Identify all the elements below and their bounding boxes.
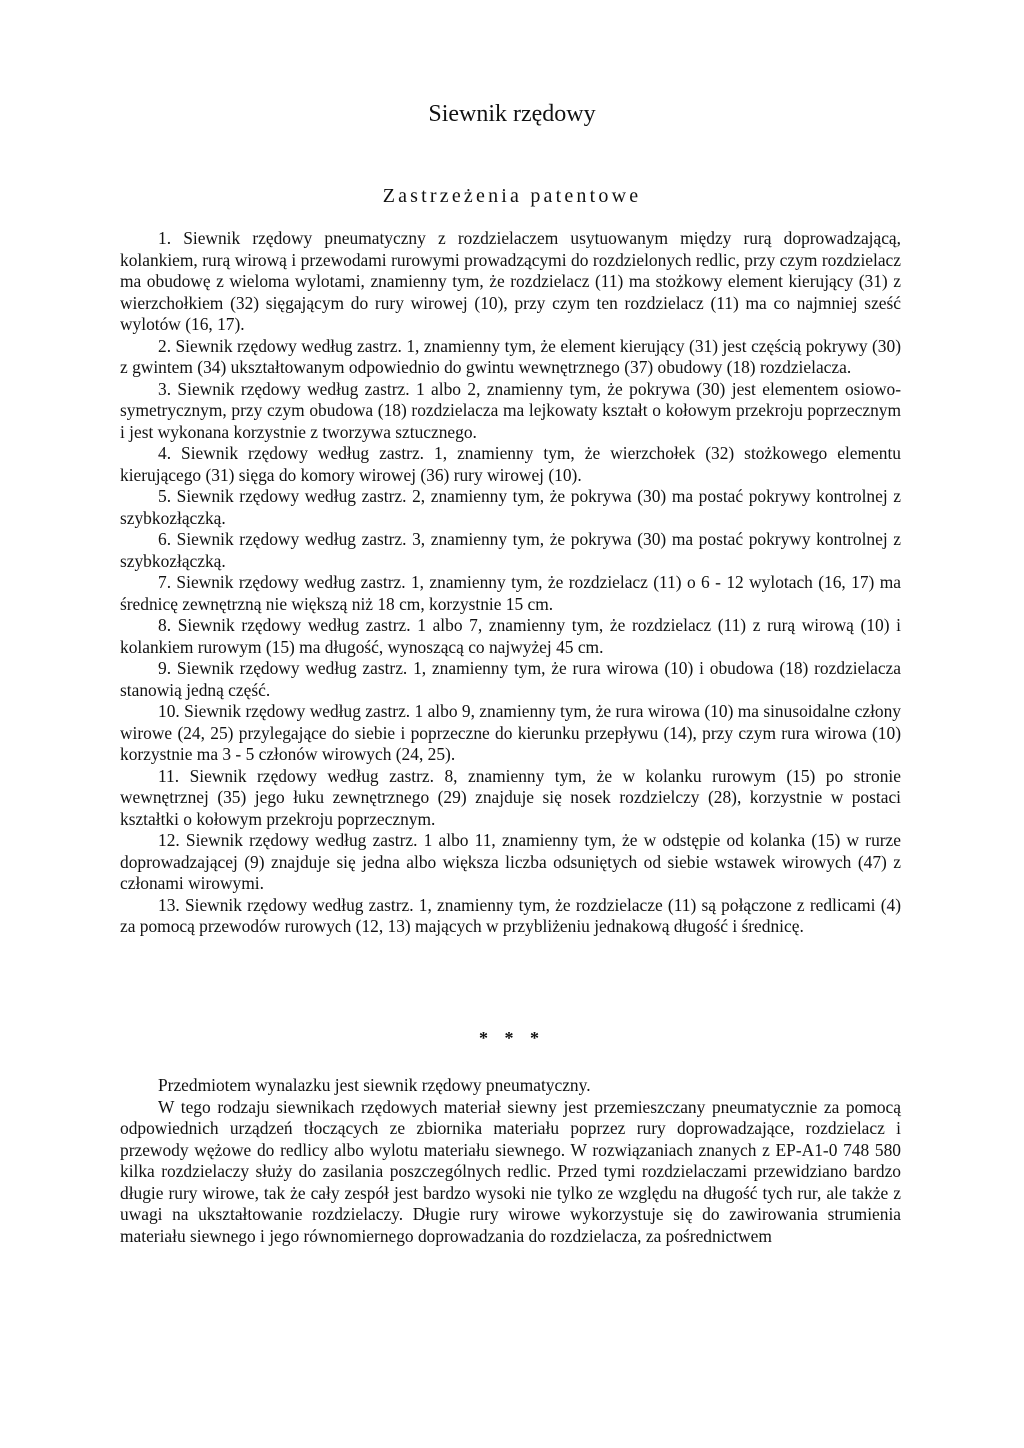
claim-7: 7. Siewnik rzędowy według zastrz. 1, znamienny tym, że rozdzielacz (11) o 6 - 12 wylotach (16, 17) ma średnicę zewnętrzną nie większą niż 18 cm, korzystnie 15 cm. — [120, 572, 901, 614]
claim-8: 8. Siewnik rzędowy według zastrz. 1 albo 7, znamienny tym, że rozdzielacz (11) z rurą wirową (10) i kolankiem rurowym (15) ma długość, wynoszącą co najwyżej 45 cm. — [120, 615, 901, 657]
claim-10: 10. Siewnik rzędowy według zastrz. 1 albo 9, znamienny tym, że rura wirowa (10) ma sinusoidalne człony wirowe (24, 25) przylegające do siebie i poprzeczne do kierunku przepływu (14), przy czym rura wirowa (10) korzystnie ma 3 - 5 członów wirowych (24, 25). — [120, 701, 901, 764]
claim-6: 6. Siewnik rzędowy według zastrz. 3, znamienny tym, że pokrywa (30) ma postać pokrywy kontrolnej z szybkozłączką. — [120, 529, 901, 571]
claim-4: 4. Siewnik rzędowy według zastrz. 1, znamienny tym, że wierzchołek (32) stożkowego elementu kierującego (31) sięga do komory wirowej (36) rury wirowej (10). — [120, 443, 901, 485]
description-body — [120, 1075, 901, 1247]
claim-11: 11. Siewnik rzędowy według zastrz. 8, znamienny tym, że w kolanku rurowym (15) po stronie wewnętrznej (35) jego łuku zewnętrznego (29) znajduje się nosek rozdzielczy (28), korzystnie w postaci kształtki o kołowym przekroju poprzecznym. — [120, 765, 901, 829]
claim-3: 3. Siewnik rzędowy według zastrz. 1 albo 2, znamienny tym, że pokrywa (30) jest elementem osiowo-symetrycznym, przy czym obudowa (18) rozdzielacza ma lejkowaty kształt o kołowym przekroju poprzecznym i jest wykonana korzystnie z tworzywa sztucznego. — [120, 378, 901, 442]
claim-13: 13. Siewnik rzędowy według zastrz. 1, znamienny tym, że rozdzielacze (11) są połączone z redlicami (4) za pomocą przewodów rurowych (12, 13) mających w przybliżeniu jednakową długość i średnicę. — [120, 894, 901, 936]
claim-9: 9. Siewnik rzędowy według zastrz. 1, znamienny tym, że rura wirowa (10) i obudowa (18) rozdzielacza stanowią jedną część. — [120, 658, 901, 700]
section-separator: * * * — [479, 1028, 545, 1048]
description-paragraph-2: W tego rodzaju siewnikach rzędowych materiał siewny jest przemieszczany pneumatycznie za pomocą odpowiednich urządzeń tłoczących ze zbiornika materiału poprzez rury doprowadzające, rozdzielacz i przewody wężowe do redlicy albo wylotu materiału siewnego. W rozwiązaniach znanych z EP-A1-0 748 580 kilka rozdzielaczy służy do zasilania poszczególnych redlic. Przed tymi rozdzielaczami przewidziano bardzo długie rury wirowe, tak że cały zespół jest bardzo wysoki nie tylko ze względu na długość tych rur, ale także z uwagi na ukształtowanie rozdzielaczy. Długie rury wirowe wykorzystuje się do zawirowania strumienia materiału siewnego i jego równomiernego doprowadzania do rozdzielacza, za pośrednictwem — [120, 1096, 901, 1246]
claims-list — [120, 228, 901, 938]
section-heading-claims: Zastrzeżenia patentowe — [382, 185, 642, 207]
claim-5: 5. Siewnik rzędowy według zastrz. 2, znamienny tym, że pokrywa (30) ma postać pokrywy kontrolnej z szybkozłączką. — [120, 486, 901, 528]
description-paragraph-1: Przedmiotem wynalazku jest siewnik rzędowy pneumatyczny. — [158, 1075, 591, 1095]
document-title: Siewnik rzędowy — [428, 101, 596, 127]
claim-2: 2. Siewnik rzędowy według zastrz. 1, znamienny tym, że element kierujący (31) jest częścią pokrywy (30) z gwintem (34) ukształtowanym odpowiednio do gwintu wewnętrznego (37) obudowy (18) rozdzielacza. — [120, 335, 901, 377]
claim-12: 12. Siewnik rzędowy według zastrz. 1 albo 11, znamienny tym, że w odstępie od kolanka (15) w rurze doprowadzającej (9) znajduje się jedna albo większa liczba odsuniętych od siebie wstawek wirowych (47) z członami wirowymi. — [120, 830, 901, 893]
claim-1: 1. Siewnik rzędowy pneumatyczny z rozdzielaczem usytuowanym między rurą doprowadzającą, kolankiem, rurą wirową i przewodami rurowymi prowadzącymi do rozdzielonych redlic, przy czym rozdzielacz ma obudowę z wieloma wylotami, znamienny tym, że rozdzielacz (11) ma stożkowy element kierujący (31) z wierzchołkiem (32) sięgającym do rury wirowej (10), przy czym ten rozdzielacz (11) ma co najmniej sześć wylotów (16, 17). — [120, 228, 901, 334]
